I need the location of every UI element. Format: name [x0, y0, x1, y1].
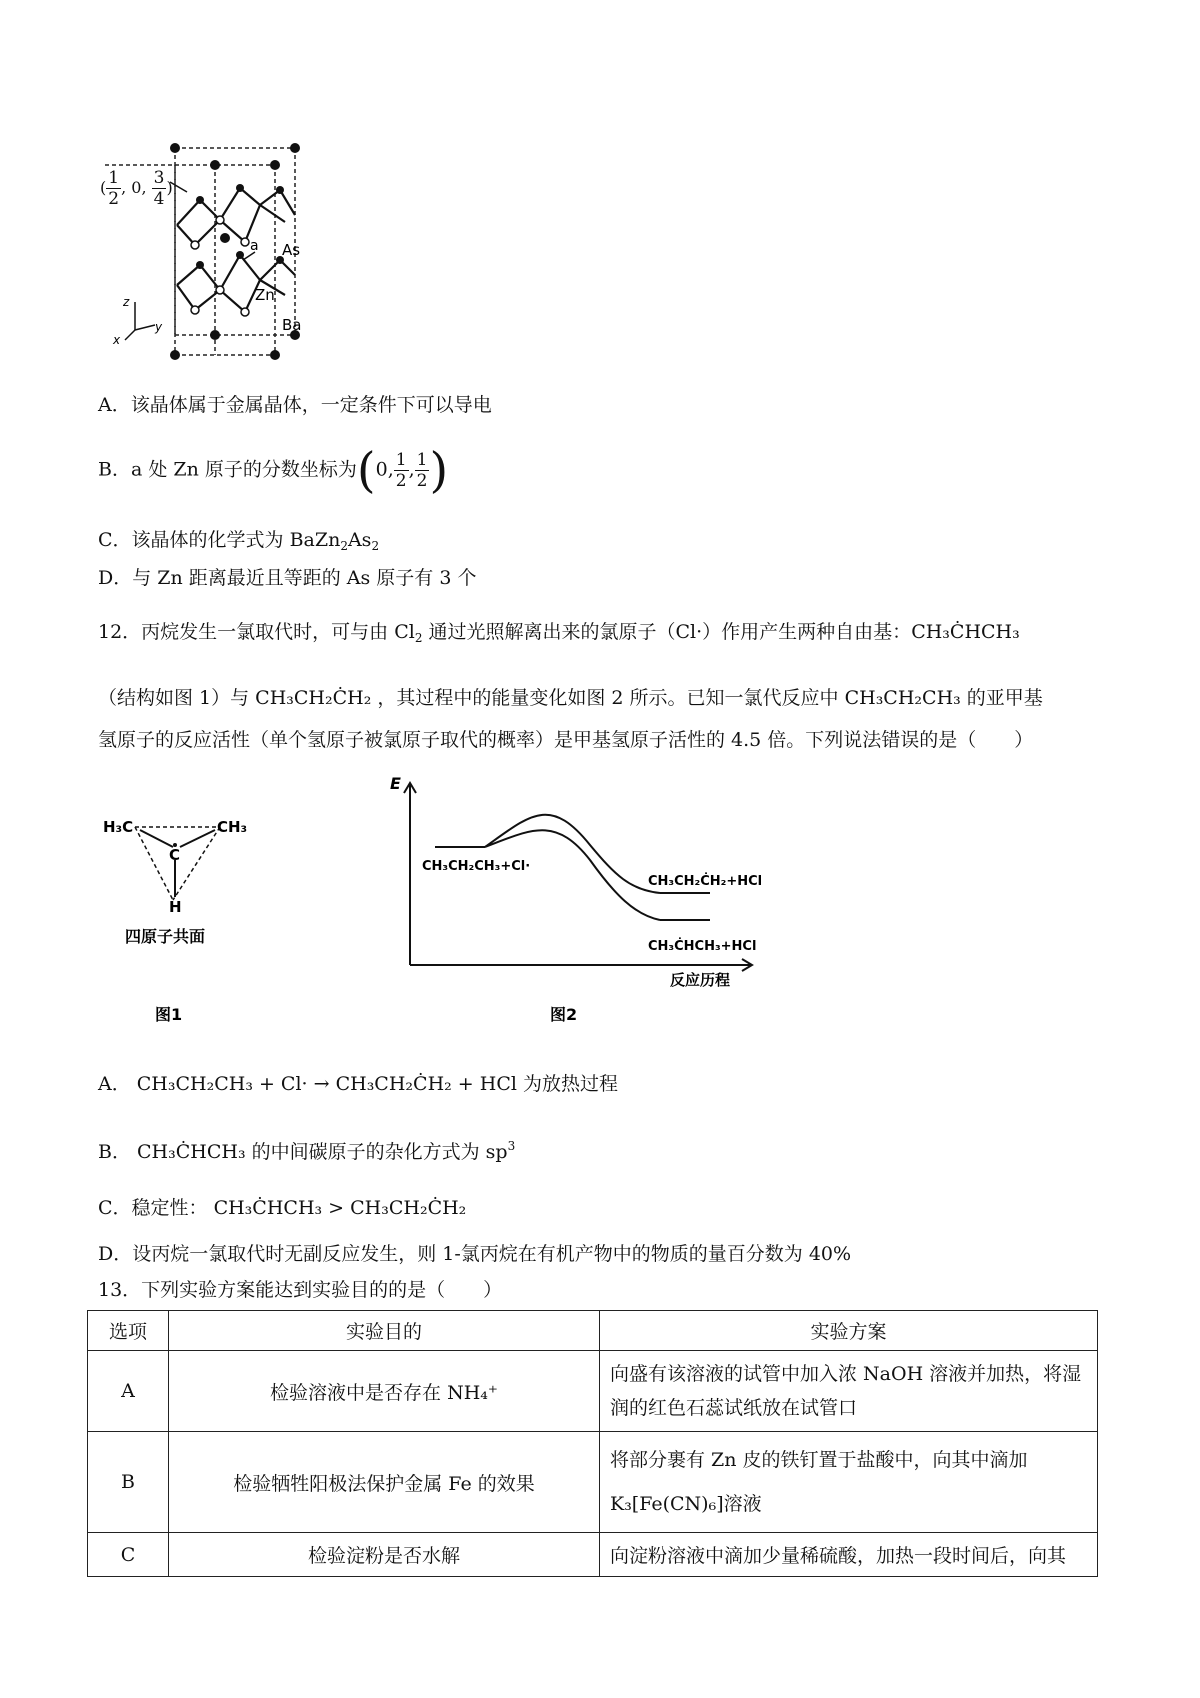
- q12-option-b: B． CH₃ĊHCH₃ 的中间碳原子的杂化方式为 $sp^3$: [98, 1139, 516, 1163]
- q11-option-a: A．该晶体属于金属晶体，一定条件下可以导电: [98, 394, 492, 416]
- crystal-coordinate-label: ( $\frac{1}{2}$ , 0, $\frac{3}{4}$ ): [100, 168, 173, 209]
- fig1-c-label: C: [169, 846, 181, 864]
- fig1-h3c-label: H₃C: [103, 818, 134, 836]
- zn-label: Zn: [255, 286, 275, 304]
- table-row: [88, 1533, 1098, 1577]
- as-label: As: [282, 241, 301, 259]
- figure1-radical-structure: [95, 805, 265, 1035]
- row-a-option: A: [88, 1351, 169, 1432]
- fig1-ch3-label: CH₃: [217, 818, 248, 836]
- row-b-plan: 将部分裹有 Zn 皮的铁钉置于盐酸中，向其中滴加 K₃[Fe(CN)₆]溶液: [600, 1432, 1098, 1533]
- fig1-caption: 图1: [155, 1005, 183, 1024]
- fig2-product1-label: CH₃CH₂ĊH₂+HCl: [648, 874, 763, 889]
- q11-option-d: D．与 Zn 距离最近且等距的 As 原子有 3 个: [98, 567, 477, 589]
- fig2-x-axis-label: 反应历程: [670, 971, 731, 989]
- header-plan: 实验方案: [600, 1311, 1098, 1351]
- q11-option-c: C．该晶体的化学式为 $BaZn_2As_2$: [98, 529, 380, 553]
- fig2-reactant-label: CH₃CH₂CH₃+Cl·: [422, 859, 531, 874]
- q11-option-b: B．a 处 Zn 原子的分数坐标为(0, $\frac{1}{2}$ , $\frac{1}{2}$ ): [98, 442, 449, 499]
- fig1-h-label: H: [169, 898, 182, 916]
- table-header-row: [88, 1311, 1098, 1351]
- q12-stem-line1: 12．丙烷发生一氯取代时，可与由 $Cl_2$ 通过光照解离出来的氯原子（Cl·）作用产生两种自由基：CH₃ĊHCH₃: [98, 621, 1020, 645]
- x-axis-label: x: [113, 333, 121, 347]
- fig2-product2-label: CH₃ĊHCH₃+HCl: [648, 939, 757, 954]
- q13-stem: 13．下列实验方案能达到实验目的的是（ ）: [98, 1279, 503, 1301]
- ba-label: Ba: [282, 316, 302, 334]
- row-b-goal: 检验牺牲阳极法保护金属 Fe 的效果: [169, 1432, 600, 1533]
- row-c-goal: 检验淀粉是否水解: [169, 1533, 600, 1577]
- q12-option-c: C．稳定性： CH₃ĊHCH₃ > CH₃CH₂ĊH₂: [98, 1197, 467, 1219]
- y-axis-label: y: [155, 320, 163, 334]
- figure2-energy-diagram: [390, 775, 810, 1035]
- row-a-plan: 向盛有该溶液的试管中加入浓 NaOH 溶液并加热，将湿 润的红色石蕊试纸放在试管口: [600, 1351, 1098, 1432]
- fig2-y-axis-label: E: [390, 775, 401, 793]
- table-row: [88, 1351, 1098, 1432]
- fig2-caption: 图2: [550, 1005, 578, 1024]
- header-goal: 实验目的: [169, 1311, 600, 1351]
- q12-option-d: D．设丙烷一氯取代时无副反应发生，则 1-氯丙烷在有机产物中的物质的量百分数为 40%: [98, 1243, 852, 1265]
- q13-experiment-table: [87, 1310, 1098, 1577]
- q12-option-a: A． CH₃CH₂CH₃ + Cl· → CH₃CH₂ĊH₂ + HCl 为放热过程: [98, 1073, 618, 1095]
- point-a-label: a: [250, 238, 259, 254]
- fig1-caption-text: 四原子共面: [125, 927, 206, 946]
- row-c-plan: 向淀粉溶液中滴加少量稀硫酸，加热一段时间后，向其: [600, 1533, 1098, 1577]
- table-row: [88, 1432, 1098, 1533]
- row-c-option: C: [88, 1533, 169, 1577]
- q12-stem-line3: 氢原子的反应活性（单个氢原子被氯原子取代的概率）是甲基氢原子活性的 4.5 倍。下列说法错误的是（ ）: [98, 729, 1034, 751]
- z-axis-label: z: [123, 295, 130, 309]
- row-b-option: B: [88, 1432, 169, 1533]
- header-option: 选项: [88, 1311, 169, 1351]
- row-a-goal: 检验溶液中是否存在 NH₄⁺: [169, 1351, 600, 1432]
- q12-stem-line2: （结构如图 1）与 CH₃CH₂ĊH₂ ，其过程中的能量变化如图 2 所示。已知一氯代反应中 CH₃CH₂CH₃ 的亚甲基: [98, 687, 1043, 709]
